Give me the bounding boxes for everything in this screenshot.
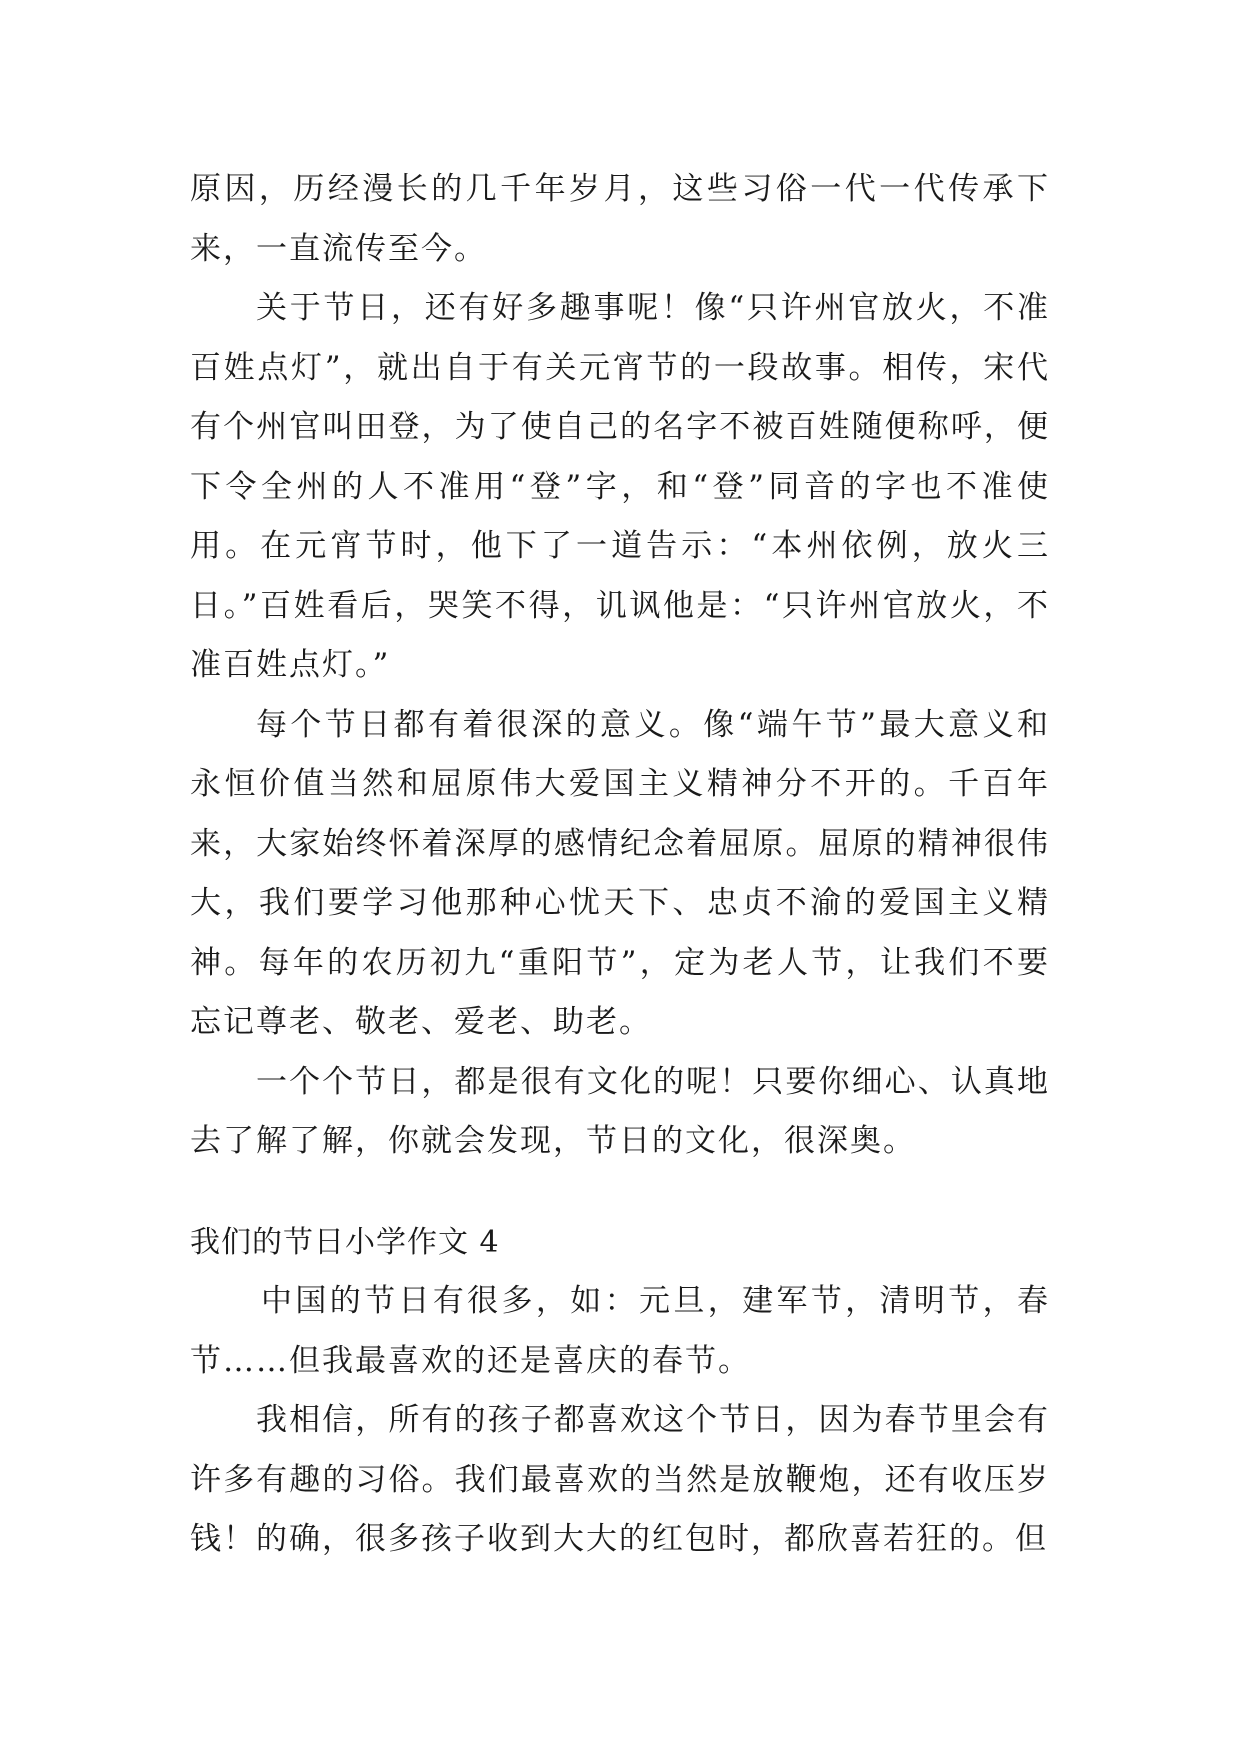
paragraph-conclusion: 一个个节日，都是很有文化的呢！只要你细心、认真地去了解了解，你就会发现，节日的文化，很深奥。 (190, 1063, 1050, 1159)
paragraph-customs: 我相信，所有的孩子都喜欢这个节日，因为春节里会有许多有趣的习俗。我们最喜欢的当然是放鞭炮，还有收压岁钱！的确，很多孩子收到大大的红包时，都欣喜若狂的。但 (190, 1402, 1050, 1557)
paragraph-anecdote: 关于节日，还有好多趣事呢！像“只许州官放火，不准百姓点灯”，就出自于有关元宵节的一段故事。相传，宋代有个州官叫田登，为了使自己的名字不被百姓随便称呼，便下令全州的人不准用“登”字，和“登”同音的字也不准使用。在元宵节时，他下了一道告示：“本州依例，放火三日。”百姓看后，哭笑不得，讥讽他是：“只许州官放火，不准百姓点灯。” (190, 290, 1050, 683)
document-body (190, 160, 1050, 1570)
paragraph-continuation: 原因，历经漫长的几千年岁月，这些习俗一代一代传承下来，一直流传至今。 (190, 171, 1050, 267)
paragraph-intro: 中国的节日有很多，如：元旦，建军节，清明节，春节……但我最喜欢的还是喜庆的春节。 (190, 1283, 1050, 1379)
section-heading: 我们的节日小学作文 4 (190, 1224, 500, 1260)
paragraph-meaning: 每个节日都有着很深的意义。像“端午节”最大意义和永恒价值当然和屈原伟大爱国主义精神分不开的。千百年来，大家始终怀着深厚的感情纪念着屈原。屈原的精神很伟大，我们要学习他那种心忧天下、忠贞不渝的爱国主义精神。每年的农历初九“重阳节”，定为老人节，让我们不要忘记尊老、敬老、爱老、助老。 (190, 706, 1050, 1040)
